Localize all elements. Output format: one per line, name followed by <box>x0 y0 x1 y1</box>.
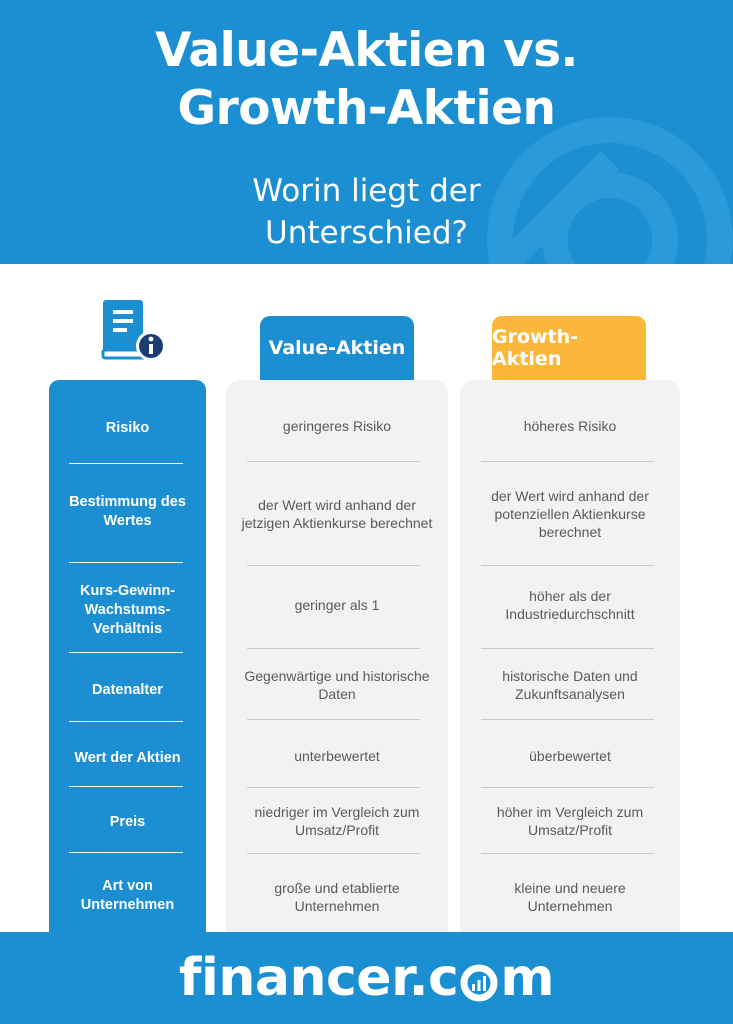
growth-cell: höher als der Industriedurchschnitt <box>505 588 635 622</box>
criteria-label: Datenalter <box>92 681 163 698</box>
page-subtitle <box>0 170 733 254</box>
criteria-label: Art von Unternehmen <box>80 878 175 913</box>
criteria-column <box>49 380 206 960</box>
value-cell: Gegenwärtige und historische Daten <box>244 668 430 702</box>
divider <box>69 562 183 563</box>
growth-cell: der Wert wird anhand der potenziellen Aktienkurse berechnet <box>491 488 649 540</box>
logo-chart-o-icon <box>460 964 498 1002</box>
divider <box>481 461 654 462</box>
page-title <box>0 22 733 138</box>
divider <box>69 786 183 787</box>
book-info-icon <box>101 298 173 364</box>
divider <box>247 853 420 854</box>
logo-text-part-2: m <box>500 948 555 1008</box>
header-banner <box>0 0 733 264</box>
criteria-label: Wert der Aktien <box>74 749 181 766</box>
divider <box>69 721 183 722</box>
value-cell: niedriger im Vergleich zum Umsatz/Profit <box>254 804 420 838</box>
divider <box>247 719 420 720</box>
divider <box>247 565 420 566</box>
value-cell: geringeres Risiko <box>282 418 392 434</box>
financer-logo <box>0 932 733 1024</box>
criteria-label: Kurs-Gewinn-Wachstums-Verhältnis <box>79 582 176 637</box>
divider <box>69 652 183 653</box>
divider <box>247 787 420 788</box>
divider <box>69 463 183 464</box>
logo-text-part-1: financer.c <box>178 948 459 1008</box>
footer-banner <box>0 932 733 1024</box>
growth-cell: höheres Risiko <box>523 418 617 434</box>
subtitle-line-1: Worin liegt der <box>252 173 481 209</box>
growth-cell: überbewertet <box>529 748 611 764</box>
growth-cell: historische Daten und Zukunftsanalysen <box>502 668 638 702</box>
growth-column <box>460 380 680 940</box>
value-cell: der Wert wird anhand der jetzigen Aktienkurse berechnet <box>241 497 433 531</box>
growth-cell: höher im Vergleich zum Umsatz/Profit <box>496 804 644 838</box>
value-column <box>226 380 448 940</box>
divider <box>69 852 183 853</box>
divider <box>481 787 654 788</box>
value-cell: unterbewertet <box>294 748 380 764</box>
divider <box>481 648 654 649</box>
divider <box>481 719 654 720</box>
subtitle-line-2: Unterschied? <box>265 215 468 251</box>
criteria-label: Bestimmung des Wertes <box>69 494 186 529</box>
divider <box>481 565 654 566</box>
title-line-1: Value-Aktien vs. <box>155 23 578 78</box>
value-cell: große und etablierte Unternehmen <box>274 880 400 914</box>
value-cell: geringer als 1 <box>294 597 380 613</box>
divider <box>481 853 654 854</box>
value-column-header: Value-Aktien <box>260 316 414 380</box>
divider <box>247 461 420 462</box>
divider <box>247 648 420 649</box>
growth-cell: kleine und neuere Unternehmen <box>514 880 626 914</box>
growth-column-header: Growth-Aktien <box>492 316 646 380</box>
criteria-label: Risiko <box>105 419 150 436</box>
criteria-label: Preis <box>109 813 146 830</box>
title-line-2: Growth-Aktien <box>177 81 556 136</box>
